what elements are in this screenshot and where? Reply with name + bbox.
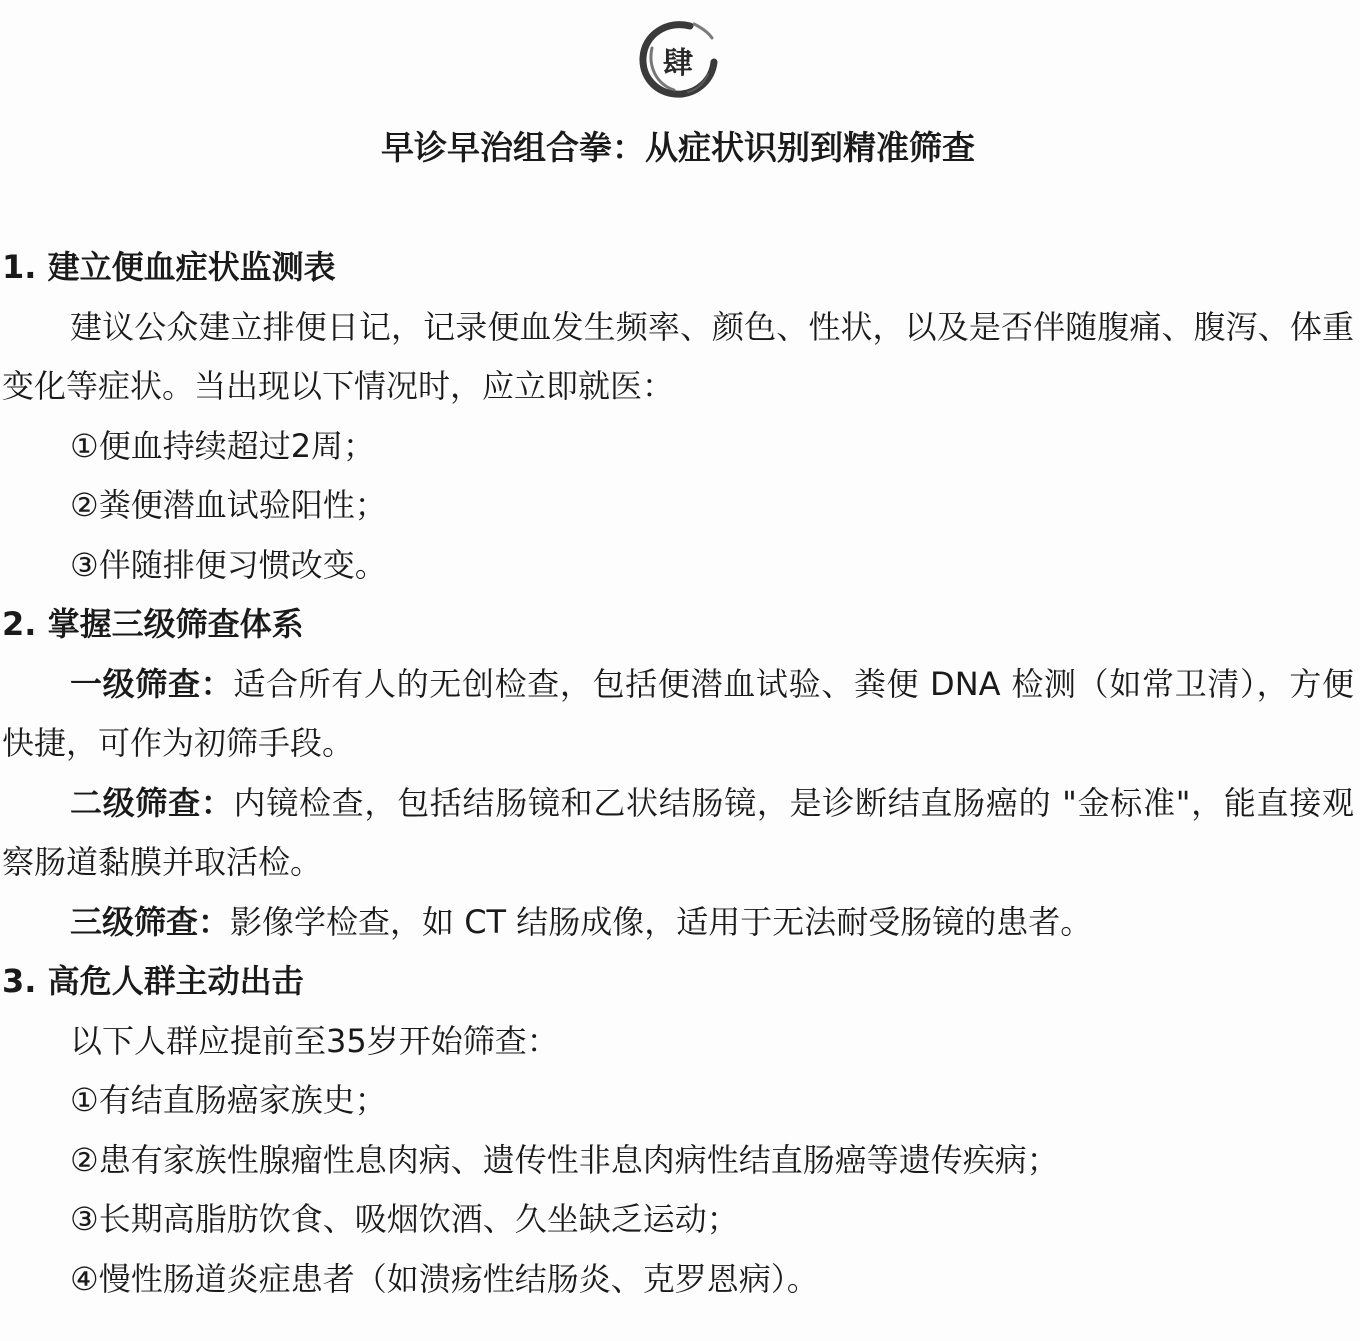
- screening-level-1: [2, 655, 1354, 774]
- section-3-item: ③长期高脂肪饮食、吸烟饮酒、久坐缺乏运动；: [70, 1200, 739, 1238]
- screening-level-3: [2, 893, 1354, 953]
- section-2-heading: 2. 掌握三级筛查体系: [2, 605, 304, 643]
- section-3-intro: 以下人群应提前至35岁开始筛查：: [70, 1021, 559, 1060]
- section-3-item: ④慢性肠道炎症患者（如溃疡性结肠炎、克罗恩病）。: [70, 1259, 819, 1298]
- section-1-heading: 1. 建立便血症状监测表: [2, 248, 336, 286]
- section-3-item: ①有结直肠癌家族史；: [70, 1081, 387, 1119]
- article-title: 早诊早治组合拳：从症状识别到精准筛查: [381, 128, 975, 167]
- section-1-item: ①便血持续超过2周；: [70, 426, 376, 465]
- article-body: [2, 238, 1354, 1309]
- section-1-item: ③伴随排便习惯改变。: [70, 545, 387, 584]
- logo-character: 肆: [663, 46, 693, 81]
- screening-level-text: 内镜检查，包括结肠镜和乙状结肠镜，是诊断结直肠癌的 "金标准"，能直接观察肠道黏膜并取活检。: [2, 783, 1354, 881]
- screening-level-label: 一级筛查：: [70, 664, 234, 703]
- screening-level-label: 三级筛查：: [70, 902, 231, 941]
- section-1-intro: 建议公众建立排便日记，记录便血发生频率、颜色、性状，以及是否伴随腹痛、腹泻、体重变化等症状。当出现以下情况时，应立即就医：: [2, 307, 1354, 405]
- screening-level-2: [2, 774, 1354, 893]
- section-3-heading: 3. 高危人群主动出击: [2, 962, 304, 1000]
- screening-level-label: 二级筛查：: [70, 783, 234, 822]
- brush-circle-logo: [638, 18, 718, 98]
- screening-level-text: 影像学检查，如 CT 结肠成像，适用于无法耐受肠镜的患者。: [230, 902, 1093, 941]
- screening-level-text: 适合所有人的无创检查，包括便潜血试验、粪便 DNA 检测（如常卫清），方便快捷，可作为初筛手段。: [2, 664, 1354, 762]
- section-3-item: ②患有家族性腺瘤性息肉病、遗传性非息肉病性结直肠癌等遗传疾病；: [70, 1140, 1059, 1179]
- section-1-item: ②粪便潜血试验阳性；: [70, 486, 387, 524]
